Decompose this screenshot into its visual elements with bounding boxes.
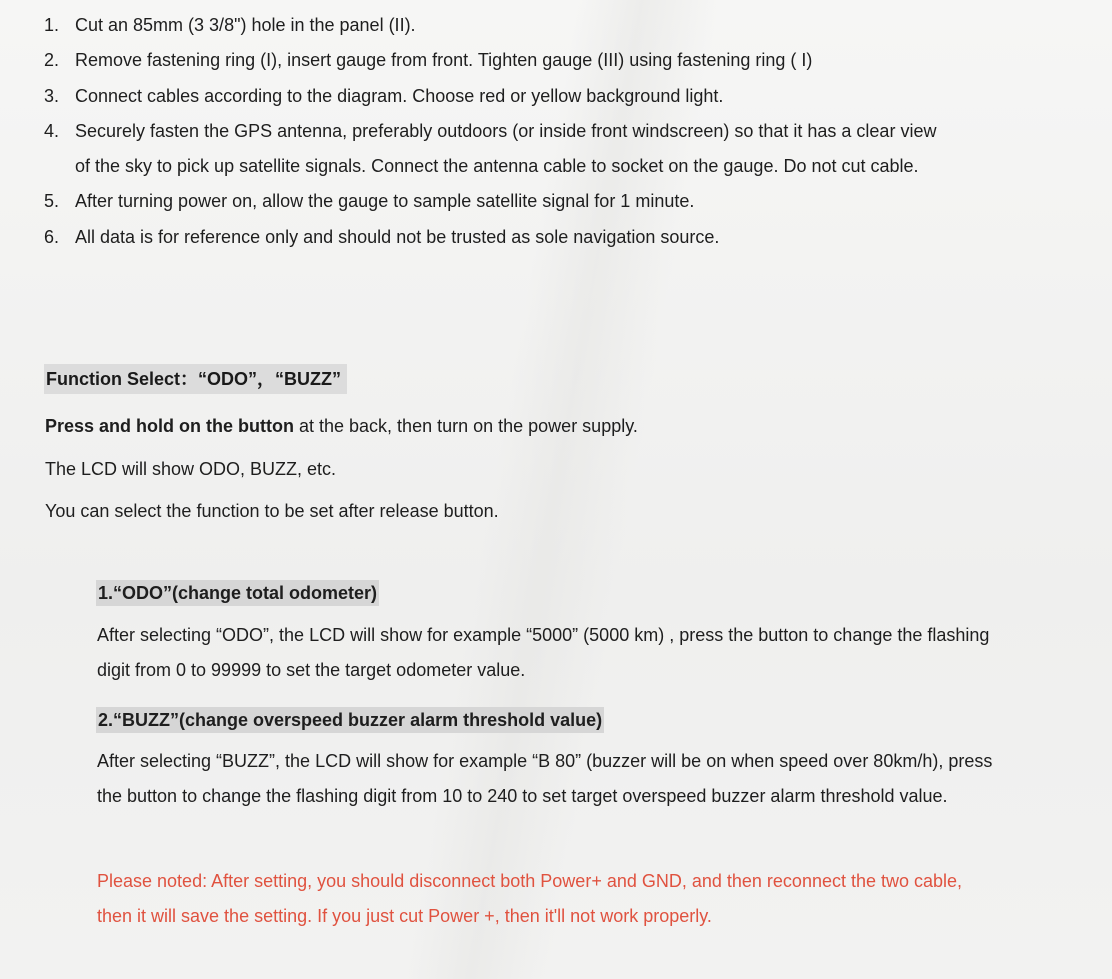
press-hold-rest-text: at the back, then turn on the power supply. [294, 416, 638, 436]
save-setting-note: Please noted: After setting, you should disconnect both Power+ and GND, and then reconnect the two cable, then it will save the setting. If you just cut Power +, then it'll not work properly. [97, 871, 963, 926]
step-text: Securely fasten the GPS antenna, preferably outdoors (or inside front windscreen) so that it has a clear view of the sky to pick up satellite signals. Connect the antenna cable to socket on the gauge. Do not cut cable. [75, 120, 937, 177]
select-function-paragraph: You can select the function to be set after release button. [45, 501, 499, 521]
step-text: Cut an 85mm (3 3/8") hole in the panel (II). [75, 15, 416, 35]
step-number: 4. [44, 120, 60, 141]
step-text: All data is for reference only and should not be trusted as sole navigation source. [75, 226, 720, 247]
buzz-description: After selecting “BUZZ”, the LCD will show for example “B 80” (buzzer will be on when speed over 80km/h), press the button to change the flashing digit from 10 to 240 to set target overspeed buzzer alarm threshold value. [97, 751, 993, 806]
buzz-heading: 2.“BUZZ”(change overspeed buzzer alarm threshold value) [96, 707, 604, 733]
odo-heading: 1.“ODO”(change total odometer) [96, 580, 379, 606]
list-item [44, 43, 1044, 78]
step-text: After turning power on, allow the gauge to sample satellite signal for 1 minute. [75, 191, 695, 212]
list-item [44, 8, 1044, 43]
step-number: 5. [44, 191, 60, 212]
step-number: 6. [44, 226, 60, 247]
step-text: Connect cables according to the diagram. Choose red or yellow background light. [75, 85, 724, 106]
press-hold-paragraph [45, 413, 638, 439]
odo-description: After selecting “ODO”, the LCD will show for example “5000” (5000 km) , press the button to change the flashing digit from 0 to 99999 to set the target odometer value. [97, 625, 990, 680]
installation-steps-list [44, 8, 1044, 255]
function-select-heading: Function Select：“ODO”，“BUZZ” [44, 364, 347, 394]
list-item [44, 220, 1044, 255]
lcd-show-paragraph: The LCD will show ODO, BUZZ, etc. [45, 459, 337, 479]
step-number: 3. [44, 85, 60, 106]
step-number: 1. [44, 15, 60, 35]
step-text: Remove fastening ring (I), insert gauge from front. Tighten gauge (III) using fastening ring ( I) [75, 50, 813, 71]
list-item [44, 79, 1044, 114]
list-item [44, 184, 1044, 219]
list-item [44, 114, 1044, 185]
step-number: 2. [44, 50, 60, 71]
press-hold-bold-text: Press and hold on the button [45, 416, 294, 436]
